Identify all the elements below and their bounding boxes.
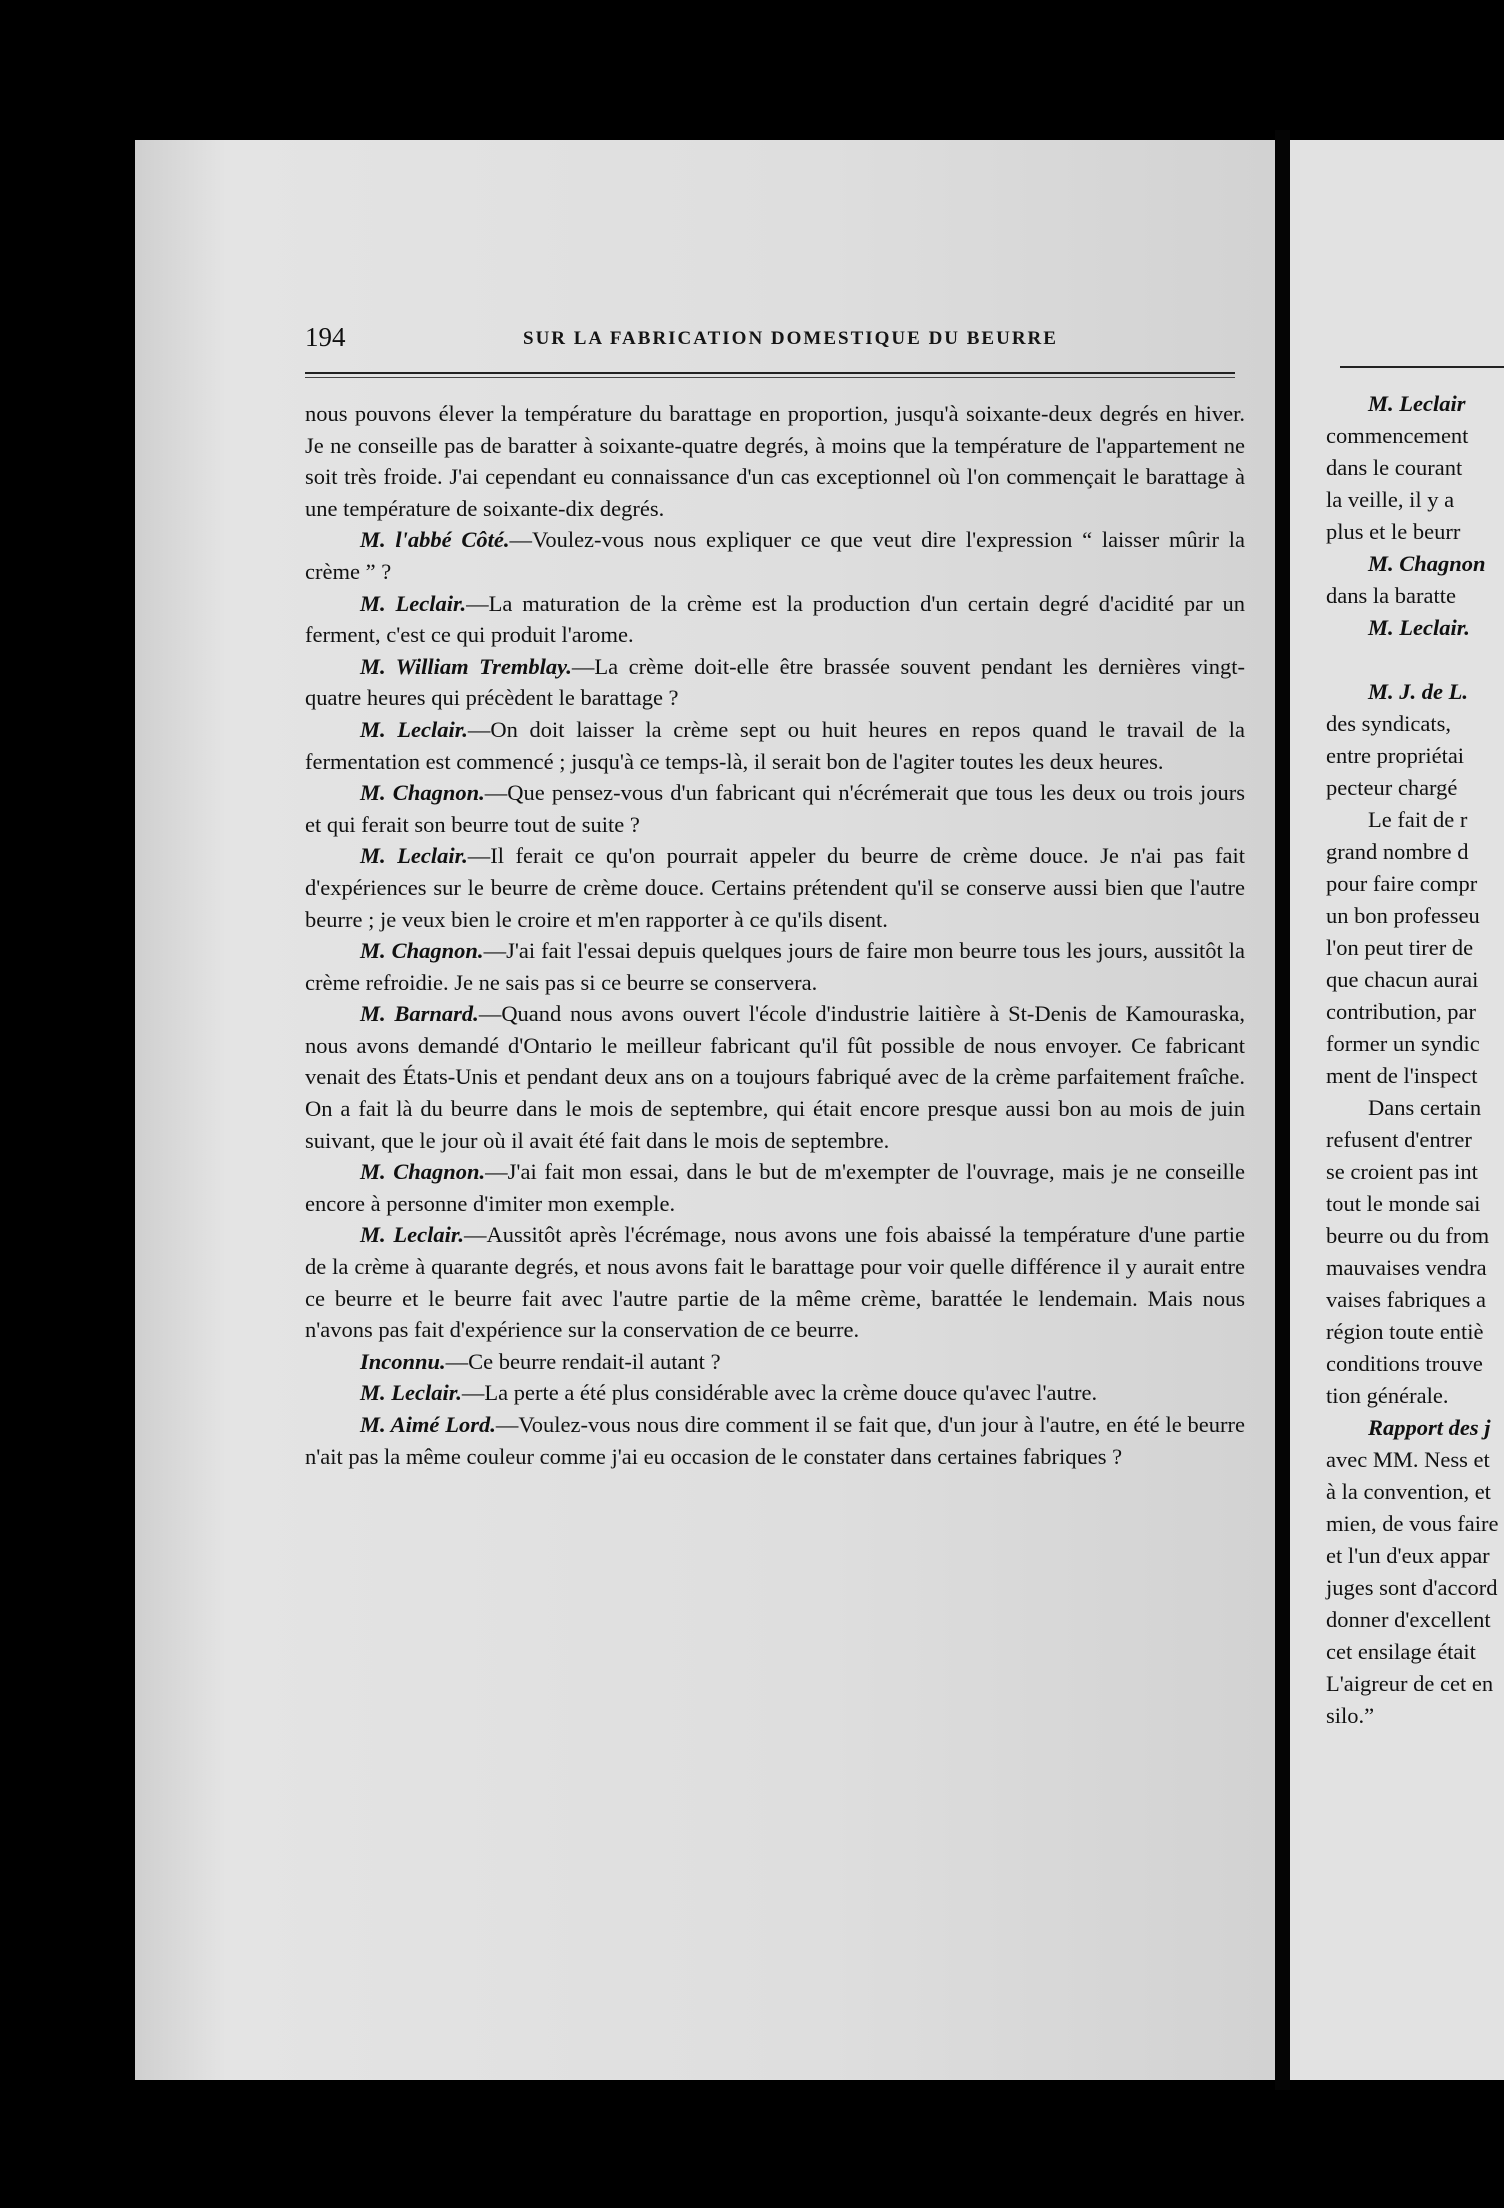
right-page-line: pour faire compr (1326, 871, 1478, 896)
paragraph-text: —La maturation de la crème est la production d'un certain degré d'acidité par un ferment, c'est ce qui produit l'arome. (305, 590, 1245, 648)
right-page-line: Rapport des j (1368, 1415, 1491, 1440)
paragraph-text: nous pouvons élever la température du barattage en proportion, jusqu'à soixante-deux degrés en hiver. Je ne conseille pas de baratter à soixante-quatre degrés, à moins que la température de l'appartement ne soit très froide. J'ai cependant eu connaissance d'un cas exceptionnel où l'on commençait le barattage à une température de soixante-dix degrés. (305, 401, 1245, 521)
paragraph-text: —Aussitôt après l'écrémage, nous avons une fois abaissé la température d'une partie de la crème à quarante degrés, et nous avons fait le barattage pour voir quelle différence il y aurait entre ce beurre et le beurre fait avec l'autre partie de la même crème, barattée le lendemain. Mais nous n'avons pas fait d'expérience sur la conservation de ce beurre. (305, 1222, 1246, 1343)
paragraph (305, 1409, 1245, 1472)
paragraph (305, 1346, 1245, 1378)
speaker-name: M. Chagnon. (360, 938, 484, 964)
speaker-name: M. William Tremblay. (360, 653, 572, 679)
speaker-name: M. Leclair. (360, 1222, 464, 1248)
speaker-name: M. Aimé Lord. (360, 1412, 496, 1437)
paragraph (305, 1377, 1245, 1409)
right-page-line: donner d'excellent (1326, 1607, 1491, 1632)
right-page-line: dans la baratte (1326, 583, 1456, 608)
right-page-line: dans le courant (1326, 455, 1463, 480)
right-page-line: beurre ou du from (1326, 1223, 1490, 1248)
paragraph-text: —Voulez-vous nous expliquer ce que veut dire l'expression “ laisser mûrir la crème ” ? (305, 527, 1245, 584)
right-page-line: région toute entiè (1326, 1319, 1484, 1344)
speaker-name: M. Leclair. (360, 843, 468, 869)
right-page-line: cet ensilage était (1326, 1639, 1476, 1664)
paragraph (305, 1156, 1245, 1219)
right-page-line: contribution, par (1326, 999, 1476, 1024)
speaker-name: M. l'abbé Côté. (360, 527, 510, 553)
right-header-rule (1340, 366, 1504, 371)
right-page-line: Dans certain (1368, 1095, 1482, 1120)
right-page-line: mien, de vous faire (1326, 1511, 1499, 1536)
right-page-line: mauvaises vendra (1326, 1255, 1487, 1280)
paragraph (305, 588, 1245, 651)
paragraph-text: —La perte a été plus considérable avec la crème douce qu'avec l'autre. (461, 1380, 1098, 1406)
right-page-line: tion générale. (1326, 1383, 1449, 1408)
page-header (305, 322, 1385, 362)
page-number: 194 (305, 322, 346, 352)
paragraph-text: —J'ai fait mon essai, dans le but de m'exempter de l'ouvrage, mais je ne conseille encore à personne d'imiter mon exemple. (305, 1159, 1245, 1216)
right-page-line: conditions trouve (1326, 1351, 1483, 1376)
right-page-line: refusent d'entrer (1326, 1127, 1472, 1152)
right-page-line (1326, 644, 1504, 676)
right-page-line: des syndicats, (1326, 711, 1451, 736)
right-page-line: vaises fabriques a (1326, 1287, 1486, 1312)
paragraph (305, 714, 1245, 777)
running-title: SUR LA FABRICATION DOMESTIQUE DU BEURRE (523, 328, 1058, 349)
right-page-line: se croient pas int (1326, 1159, 1478, 1184)
paragraph-text: —Voulez-vous nous dire comment il se fait que, d'un jour à l'autre, en été le beurre n'ait pas la même couleur comme j'ai eu occasion de le constater dans certaines fabriques ? (305, 1412, 1245, 1469)
paragraph (305, 840, 1245, 935)
right-page-line: et l'un d'eux appar (1326, 1543, 1490, 1568)
paragraph-text: —On doit laisser la crème sept ou huit heures en repos quand le travail de la fermentation est commencé ; jusqu'à ce temps-là, il serait bon de l'agiter toutes les deux heures. (305, 716, 1245, 774)
speaker-name: M. Leclair. (360, 1380, 462, 1406)
paragraph-text: —Quand nous avons ouvert l'école d'industrie laitière à St-Denis de Kamouraska, nous avons demandé d'Ontario le meilleur fabricant qu'il fût possible de nous envoyer. Ce fabricant venait des États-Unis et pendant deux ans on a toujours fabriqué avec de la crème parfaitement fraîche. On a fait là du beurre dans le mois de septembre, qui était encore presque aussi bon au mois de juin suivant, que le jour où il avait été fait dans le mois de septembre. (305, 1001, 1245, 1153)
right-page-line: avec MM. Ness et (1326, 1447, 1490, 1472)
paragraph (305, 398, 1245, 524)
right-page-line: ment de l'inspect (1326, 1063, 1478, 1088)
right-page-line: commencement (1326, 423, 1469, 448)
paragraph (305, 651, 1245, 714)
right-page-line: M. J. de L. (1368, 679, 1468, 704)
paragraph (305, 998, 1245, 1156)
right-page-line: un bon professeu (1326, 903, 1480, 928)
speaker-name: M. Leclair. (360, 590, 467, 616)
paragraph-text: —Que pensez-vous d'un fabricant qui n'écrémerait que tous les deux ou trois jours et qui ferait son beurre tout de suite ? (305, 780, 1245, 837)
right-page-line: M. Leclair. (1368, 615, 1470, 640)
right-page-line: juges sont d'accord (1326, 1575, 1498, 1600)
right-page-line: la veille, il y a (1326, 487, 1455, 512)
right-page-line: entre propriétai (1326, 743, 1465, 768)
paragraph-text: —Ce beurre rendait-il autant ? (445, 1348, 721, 1374)
paragraph-text: —Il ferait ce qu'on pourrait appeler du beurre de crème douce. Je n'ai pas fait d'expériences sur le beurre de crème douce. Certains prétendent qu'il se conserve aussi bien que l'autre beurre ; je veux bien le croire et m'en rapporter à ce qu'ils disent. (305, 843, 1245, 932)
right-page-line: que chacun aurai (1326, 967, 1479, 992)
speaker-name: M. Barnard. (360, 1001, 479, 1027)
paragraph (305, 777, 1245, 840)
right-page-line: à la convention, et (1326, 1479, 1491, 1504)
right-page-line: M. Leclair (1368, 391, 1466, 416)
right-page-line: l'on peut tirer de (1326, 935, 1474, 960)
paragraph (305, 524, 1245, 587)
right-page-line: pecteur chargé (1326, 775, 1458, 800)
speaker-name: M. Leclair. (360, 716, 468, 742)
right-page-line: L'aigreur de cet en (1326, 1671, 1494, 1696)
speaker-name: M. Chagnon. (360, 780, 485, 806)
header-rule (305, 372, 1235, 378)
speaker-name: Inconnu. (360, 1348, 446, 1374)
paragraph-text: —La crème doit-elle être brassée souvent pendant les dernières vingt-quatre heures qui précèdent le barattage ? (305, 653, 1245, 711)
paragraph (305, 1219, 1245, 1345)
paragraph (305, 935, 1245, 998)
speaker-name: M. Chagnon. (360, 1159, 486, 1185)
right-page-line: Le fait de r (1368, 807, 1468, 832)
page-gutter (1275, 130, 1290, 2090)
right-page-line: former un syndic (1326, 1031, 1480, 1056)
paragraph-text: —J'ai fait l'essai depuis quelques jours de faire mon beurre tous les jours, aussitôt la crème refroidie. Je ne sais pas si ce beurre se conservera. (305, 938, 1245, 995)
right-page-line: M. Chagnon (1368, 551, 1486, 576)
right-page-text (1326, 388, 1504, 1732)
right-page-line: tout le monde sai (1326, 1191, 1481, 1216)
main-text (305, 398, 1245, 1472)
right-page-line: plus et le beurr (1326, 519, 1461, 544)
right-page-line: grand nombre d (1326, 839, 1469, 864)
right-page-line: silo.” (1326, 1703, 1375, 1728)
